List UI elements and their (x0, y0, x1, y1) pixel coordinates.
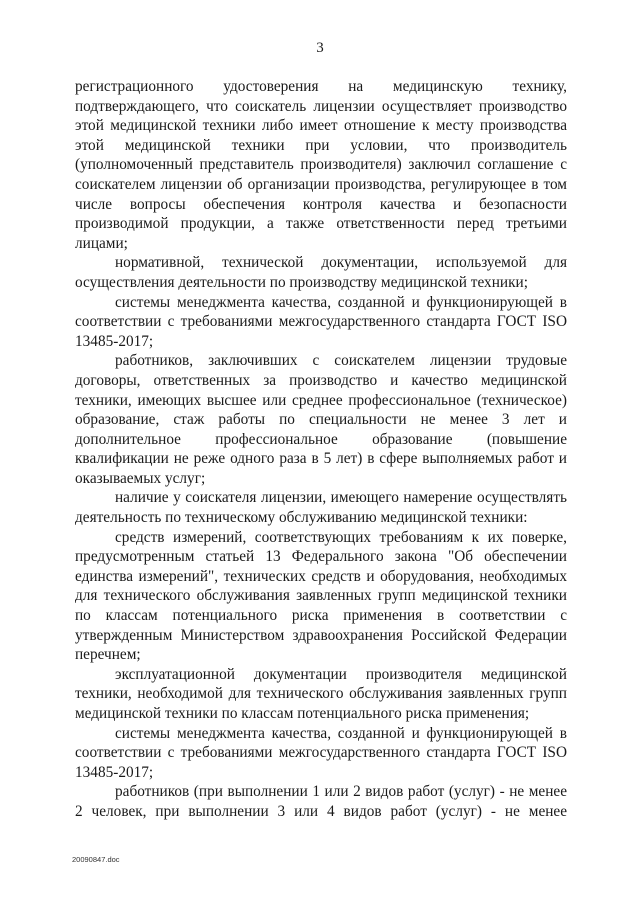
document-body (75, 77, 567, 822)
paragraph: системы менеджмента качества, созданной и функционирующей в соответствии с требованиями межгосударственного стандарта ГОСТ ISO 13485-2017; (75, 293, 567, 350)
paragraph: регистрационного удостоверения на медицинскую технику, подтверждающего, что соискатель лицензии осуществляет производство этой медицинской техники либо имеет отношение к месту производства этой медицинской техники при условии, что производитель (уполномоченный представитель производителя) заключил соглашение с соискателем лицензии об организации производства, регулирующее в том числе вопросы обеспечения контроля качества и безопасности производимой продукции, а также ответственности перед третьими лицами; (75, 78, 567, 252)
paragraph: эксплуатационной документации производителя медицинской техники, необходимой для технического обслуживания заявленных групп медицинской техники по классам потенциального риска применения; (75, 665, 567, 722)
paragraph: средств измерений, соответствующих требованиям к их поверке, предусмотренным статьей 13 Федерального закона "Об обеспечении единства измерений", технических средств и оборудования, необходимых для технического обслуживания заявленных групп медицинской техники по классам потенциального риска применения в соответствии с утвержденным Министерством здравоохранения Российской Федерации перечнем; (75, 528, 567, 664)
page-number: 3 (316, 40, 324, 56)
paragraph: наличие у соискателя лицензии, имеющего намерение осуществлять деятельность по техническому обслуживанию медицинской техники: (75, 489, 567, 527)
paragraph: работников, заключивших с соискателем лицензии трудовые договоры, ответственных за производство и качество медицинской техники, имеющих высшее или среднее профессиональное (техническое) образование, стаж работы по специальности не менее 3 лет и дополнительное профессиональное образование (повышение квалификации не реже одного раза в 5 лет) в сфере выполняемых работ и оказываемых услуг; (75, 352, 567, 487)
paragraph: системы менеджмента качества, созданной и функционирующей в соответствии с требованиями межгосударственного стандарта ГОСТ ISO 13485-2017; (75, 724, 567, 781)
paragraph: работников (при выполнении 1 или 2 видов работ (услуг) - не менее 2 человек, при выполнении 3 или 4 видов работ (услуг) - не менее (75, 783, 567, 820)
paragraph: нормативной, технической документации, используемой для осуществления деятельности по производству медицинской техники; (75, 254, 567, 291)
file-name-footer: 20090847.doc (72, 855, 120, 864)
